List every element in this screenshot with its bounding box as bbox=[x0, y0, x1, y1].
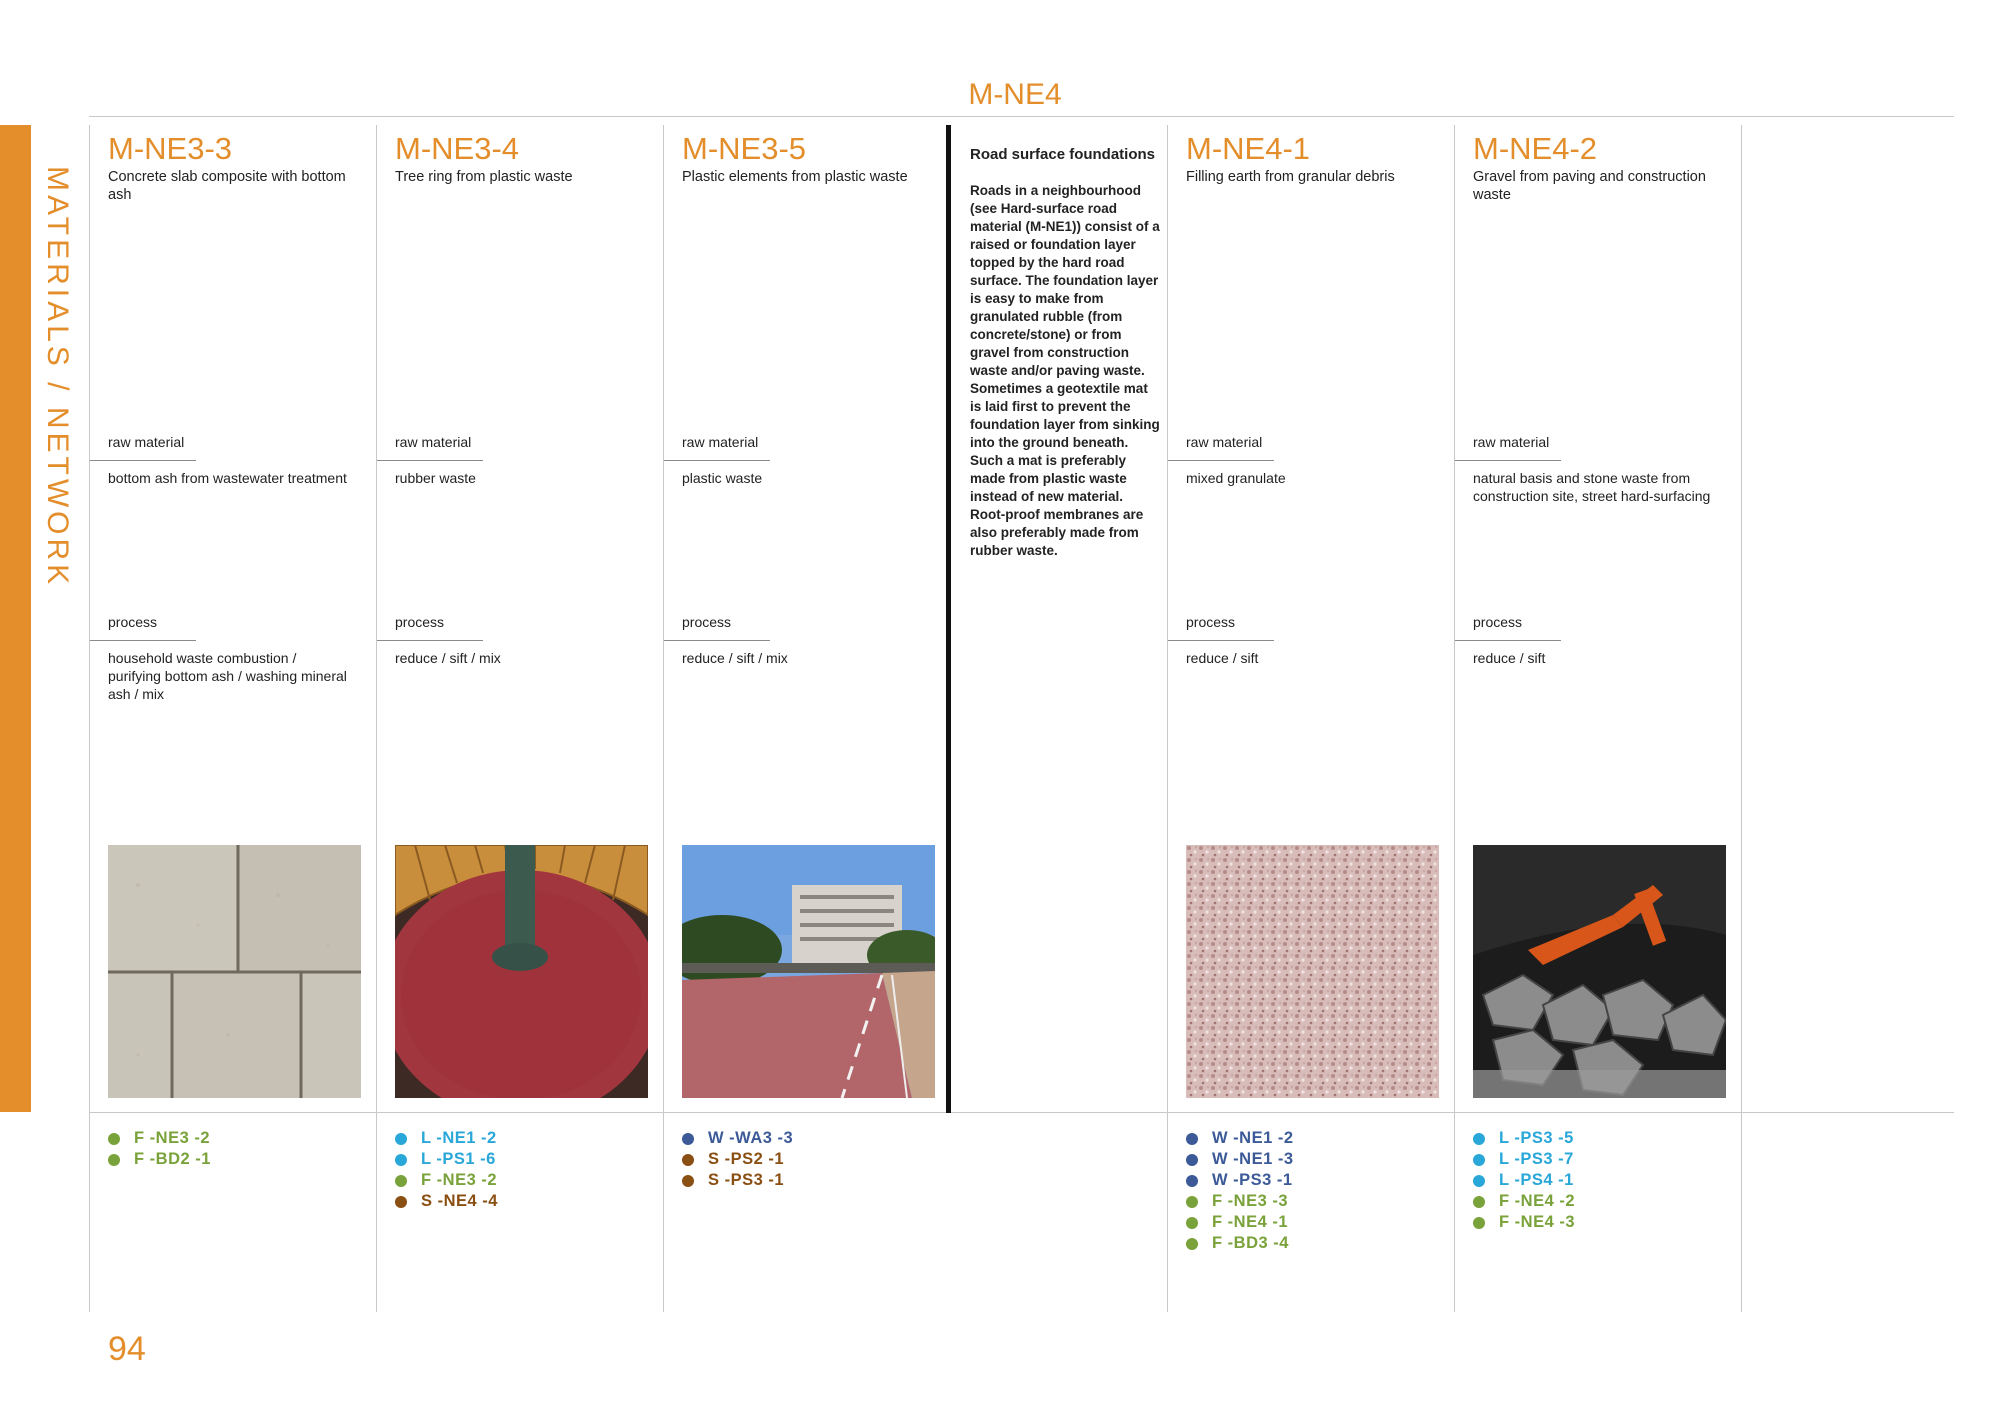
material-column bbox=[395, 131, 651, 666]
category-dot-icon bbox=[1186, 1238, 1198, 1250]
label-rule bbox=[90, 460, 196, 461]
raw-material-label: raw material bbox=[1186, 434, 1263, 450]
reference-code[interactable] bbox=[682, 1149, 793, 1170]
process-label: process bbox=[395, 614, 445, 630]
process-label: process bbox=[682, 614, 732, 630]
side-title: MATERIALS / NETWORK bbox=[41, 166, 74, 589]
reference-code[interactable] bbox=[1186, 1149, 1294, 1170]
side-tab bbox=[0, 125, 31, 1112]
process-value: household waste combustion / purifying bottom ash / washing mineral ash / mix bbox=[108, 650, 347, 702]
process-label: process bbox=[108, 614, 158, 630]
tree-ring-photo bbox=[395, 845, 648, 1098]
category-dot-icon bbox=[1186, 1196, 1198, 1208]
concrete-slab-photo bbox=[108, 845, 361, 1098]
reference-code[interactable] bbox=[1186, 1191, 1294, 1212]
reference-code[interactable] bbox=[1186, 1212, 1294, 1233]
category-dot-icon bbox=[395, 1175, 407, 1187]
label-rule bbox=[1168, 640, 1274, 641]
reference-code-text: L -PS3 -5 bbox=[1499, 1129, 1574, 1147]
reference-code[interactable] bbox=[682, 1170, 793, 1191]
reference-code[interactable] bbox=[1186, 1128, 1294, 1149]
reference-code[interactable] bbox=[1473, 1191, 1575, 1212]
reference-code[interactable] bbox=[1473, 1149, 1575, 1170]
page-number: 94 bbox=[108, 1330, 146, 1368]
label-rule bbox=[664, 460, 770, 461]
material-code: M-NE3-5 bbox=[682, 131, 807, 166]
reference-code[interactable] bbox=[682, 1128, 793, 1149]
column-divider bbox=[376, 125, 377, 1312]
material-column bbox=[108, 131, 364, 702]
label-rule bbox=[1455, 460, 1561, 461]
reference-code-list bbox=[1473, 1128, 1575, 1233]
reference-code[interactable] bbox=[1186, 1170, 1294, 1191]
label-rule bbox=[377, 640, 483, 641]
reference-code-text: F -BD2 -1 bbox=[134, 1150, 211, 1168]
raw-material-label: raw material bbox=[1473, 434, 1550, 450]
material-title: Concrete slab composite with bottom ash bbox=[108, 169, 346, 203]
label-rule bbox=[1168, 460, 1274, 461]
road-title: Road surface foundations bbox=[970, 146, 1156, 163]
column-divider bbox=[89, 125, 90, 1312]
process-label: process bbox=[1186, 614, 1236, 630]
reference-code-text: L -PS3 -7 bbox=[1499, 1150, 1574, 1168]
reference-code[interactable] bbox=[395, 1191, 498, 1212]
material-code: M-NE3-3 bbox=[108, 131, 233, 166]
category-dot-icon bbox=[395, 1154, 407, 1166]
top-rule bbox=[89, 116, 1954, 117]
category-dot-icon bbox=[1186, 1154, 1198, 1166]
material-code: M-NE4-2 bbox=[1473, 131, 1598, 166]
material-code: M-NE4-1 bbox=[1186, 131, 1311, 166]
material-title: Tree ring from plastic waste bbox=[395, 169, 573, 185]
category-dot-icon bbox=[1473, 1133, 1485, 1145]
reference-code-list bbox=[108, 1128, 211, 1170]
bottom-rule bbox=[89, 1112, 1954, 1113]
material-title: Plastic elements from plastic waste bbox=[682, 169, 908, 185]
label-rule bbox=[1455, 640, 1561, 641]
process-value: reduce / sift bbox=[1473, 650, 1546, 666]
reference-code-text: F -BD3 -4 bbox=[1212, 1234, 1289, 1252]
material-code: M-NE3-4 bbox=[395, 131, 520, 166]
category-dot-icon bbox=[1473, 1154, 1485, 1166]
material-title: Gravel from paving and construction waste bbox=[1473, 169, 1706, 203]
column-divider bbox=[1741, 125, 1742, 1312]
label-rule bbox=[377, 460, 483, 461]
road-body: Roads in a neighbourhood (see Hard-surface road material (M-NE1)) consist of a raised or foundation layer topped by the hard road surface. The foundation layer is easy to make from granulated rubble (from concrete/stone) or from gravel from construction waste and/or paving waste. Sometimes a geotextile mat is laid first to prevent the foundation layer from sinking into the ground beneath. Such a mat is preferably made from plastic waste instead of new material. Root-proof membranes are also preferably made from rubber waste. bbox=[970, 183, 1160, 558]
category-dot-icon bbox=[1473, 1196, 1485, 1208]
raw-material-value: plastic waste bbox=[682, 470, 763, 486]
column-divider bbox=[1454, 125, 1455, 1312]
label-rule bbox=[664, 640, 770, 641]
reference-code-text: F -NE4 -2 bbox=[1499, 1192, 1576, 1210]
road-surface-info bbox=[970, 146, 1160, 560]
reference-code[interactable] bbox=[1473, 1128, 1575, 1149]
process-value: reduce / sift / mix bbox=[395, 650, 501, 666]
reference-code-text: L -PS1 -6 bbox=[421, 1150, 496, 1168]
material-title: Filling earth from granular debris bbox=[1186, 169, 1395, 185]
category-dot-icon bbox=[1473, 1175, 1485, 1187]
reference-code[interactable] bbox=[395, 1149, 498, 1170]
raw-material-value: natural basis and stone waste from construction site, street hard-surfacing bbox=[1473, 470, 1711, 504]
reference-code-list bbox=[682, 1128, 793, 1191]
reference-code-text: W -PS3 -1 bbox=[1212, 1171, 1293, 1189]
reference-code[interactable] bbox=[108, 1128, 211, 1149]
reference-code[interactable] bbox=[108, 1149, 211, 1170]
raw-material-label: raw material bbox=[395, 434, 472, 450]
reference-code-text: W -NE1 -2 bbox=[1212, 1129, 1294, 1147]
category-dot-icon bbox=[1186, 1217, 1198, 1229]
reference-code-text: W -WA3 -3 bbox=[708, 1129, 794, 1147]
category-dot-icon bbox=[395, 1196, 407, 1208]
column-divider bbox=[663, 125, 664, 1312]
reference-code[interactable] bbox=[1473, 1170, 1575, 1191]
process-value: reduce / sift bbox=[1186, 650, 1259, 666]
column-divider bbox=[1167, 125, 1168, 1312]
reference-code-text: S -PS3 -1 bbox=[708, 1171, 785, 1189]
category-dot-icon bbox=[1186, 1175, 1198, 1187]
process-value: reduce / sift / mix bbox=[682, 650, 788, 666]
raw-material-label: raw material bbox=[108, 434, 185, 450]
raw-material-value: bottom ash from wastewater treatment bbox=[108, 470, 347, 486]
raw-material-label: raw material bbox=[682, 434, 759, 450]
reference-code[interactable] bbox=[395, 1170, 498, 1191]
reference-code-text: F -NE3 -2 bbox=[134, 1129, 211, 1147]
category-dot-icon bbox=[108, 1154, 120, 1166]
category-dot-icon bbox=[682, 1154, 694, 1166]
raw-material-value: mixed granulate bbox=[1186, 470, 1286, 486]
reference-code-text: L -PS4 -1 bbox=[1499, 1171, 1574, 1189]
material-column bbox=[1186, 131, 1442, 666]
reference-code[interactable] bbox=[1186, 1233, 1294, 1254]
reference-code[interactable] bbox=[1473, 1212, 1575, 1233]
reference-code-list bbox=[1186, 1128, 1294, 1254]
process-label: process bbox=[1473, 614, 1523, 630]
reference-code-text: W -NE1 -3 bbox=[1212, 1150, 1294, 1168]
reference-code-text: F -NE3 -3 bbox=[1212, 1192, 1289, 1210]
reference-code-text: F -NE4 -3 bbox=[1499, 1213, 1576, 1231]
section-heading: M-NE4 bbox=[968, 78, 1062, 111]
reference-code-text: S -PS2 -1 bbox=[708, 1150, 785, 1168]
category-dot-icon bbox=[108, 1133, 120, 1145]
reference-code-text: S -NE4 -4 bbox=[421, 1192, 498, 1210]
raw-material-value: rubber waste bbox=[395, 470, 476, 486]
material-column bbox=[1473, 131, 1729, 666]
excavator-photo bbox=[1473, 845, 1726, 1098]
reference-code[interactable] bbox=[395, 1128, 498, 1149]
category-dot-icon bbox=[395, 1133, 407, 1145]
reference-code-text: L -NE1 -2 bbox=[421, 1129, 497, 1147]
reference-code-list bbox=[395, 1128, 498, 1212]
reference-code-text: F -NE3 -2 bbox=[421, 1171, 498, 1189]
category-dot-icon bbox=[1186, 1133, 1198, 1145]
label-rule bbox=[90, 640, 196, 641]
category-dot-icon bbox=[682, 1175, 694, 1187]
street-photo bbox=[682, 845, 935, 1098]
section-divider bbox=[946, 125, 951, 1113]
granulate-photo bbox=[1186, 845, 1439, 1098]
reference-code-text: F -NE4 -1 bbox=[1212, 1213, 1289, 1231]
material-column bbox=[682, 131, 938, 666]
category-dot-icon bbox=[682, 1133, 694, 1145]
category-dot-icon bbox=[1473, 1217, 1485, 1229]
